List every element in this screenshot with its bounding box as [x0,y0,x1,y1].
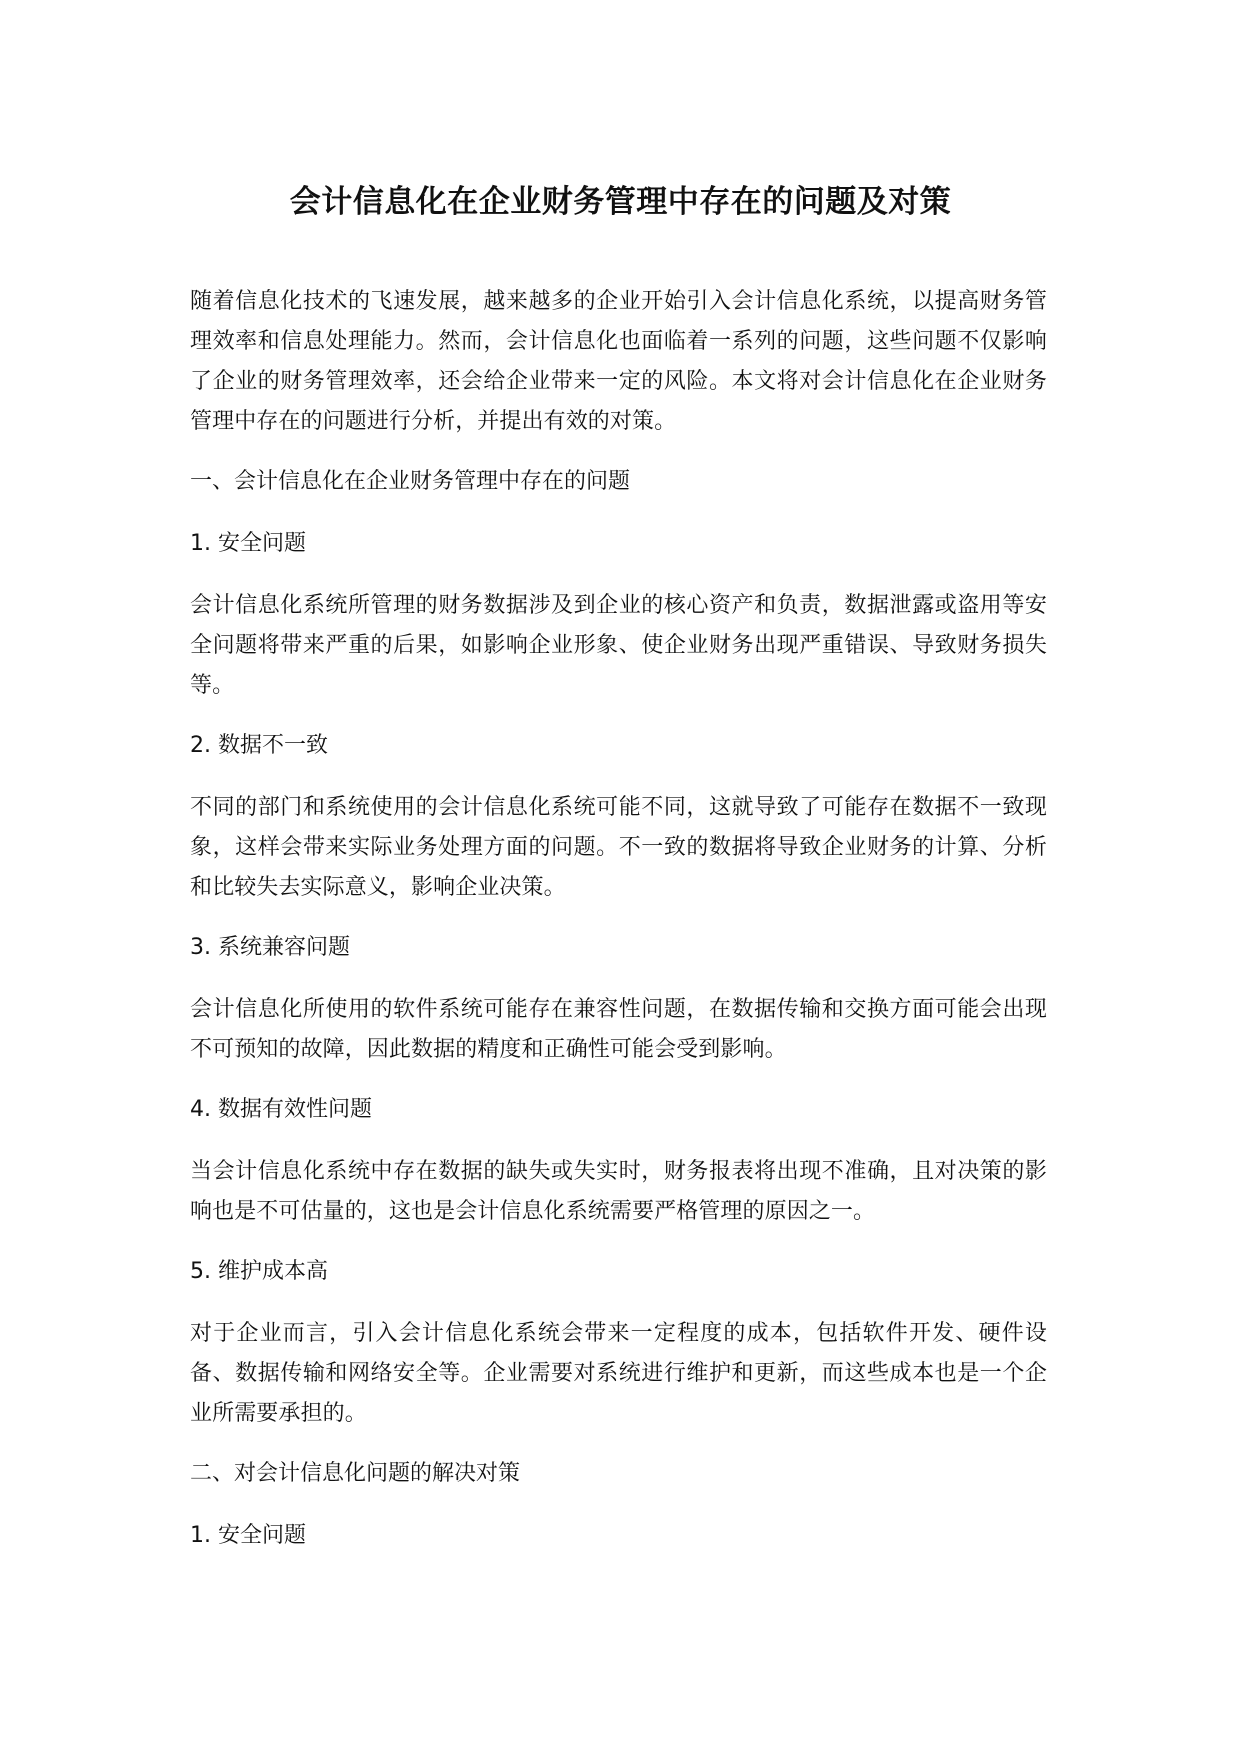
problem-heading-maintenance-cost: 5. 维护成本高 [190,1259,328,1284]
document-title: 会计信息化在企业财务管理中存在的问题及对策 [289,184,952,220]
problem-heading-system-compatibility: 3. 系统兼容问题 [190,935,350,960]
solution-heading-security: 1. 安全问题 [190,1523,306,1548]
section-heading-problems: 一、会计信息化在企业财务管理中存在的问题 [190,469,631,494]
problem-text-security: 会计信息化系统所管理的财务数据涉及到企业的核心资产和负责，数据泄露或盗用等安全问题将带来严重的后果，如影响企业形象、使企业财务出现严重错误、导致财务损失等。 [190,593,1047,698]
problem-text-data-validity: 当会计信息化系统中存在数据的缺失或失实时，财务报表将出现不准确，且对决策的影响也是不可估量的，这也是会计信息化系统需要严格管理的原因之一。 [190,1159,1047,1224]
problem-text-system-compatibility: 会计信息化所使用的软件系统可能存在兼容性问题，在数据传输和交换方面可能会出现不可预知的故障，因此数据的精度和正确性可能会受到影响。 [190,997,1047,1062]
problem-heading-security: 1. 安全问题 [190,531,306,556]
document-body [190,282,1047,1578]
problem-heading-data-validity: 4. 数据有效性问题 [190,1097,372,1122]
section-heading-solutions: 二、对会计信息化问题的解决对策 [190,1461,521,1486]
problem-text-maintenance-cost: 对于企业而言，引入会计信息化系统会带来一定程度的成本，包括软件开发、硬件设备、数据传输和网络安全等。企业需要对系统进行维护和更新，而这些成本也是一个企业所需要承担的。 [190,1321,1047,1426]
intro-paragraph: 随着信息化技术的飞速发展，越来越多的企业开始引入会计信息化系统，以提高财务管理效率和信息处理能力。然而，会计信息化也面临着一系列的问题，这些问题不仅影响了企业的财务管理效率，还会给企业带来一定的风险。本文将对会计信息化在企业财务管理中存在的问题进行分析，并提出有效的对策。 [190,289,1047,434]
problem-text-data-inconsistency: 不同的部门和系统使用的会计信息化系统可能不同，这就导致了可能存在数据不一致现象，这样会带来实际业务处理方面的问题。不一致的数据将导致企业财务的计算、分析和比较失去实际意义，影响企业决策。 [190,795,1047,900]
problem-heading-data-inconsistency: 2. 数据不一致 [190,733,328,758]
